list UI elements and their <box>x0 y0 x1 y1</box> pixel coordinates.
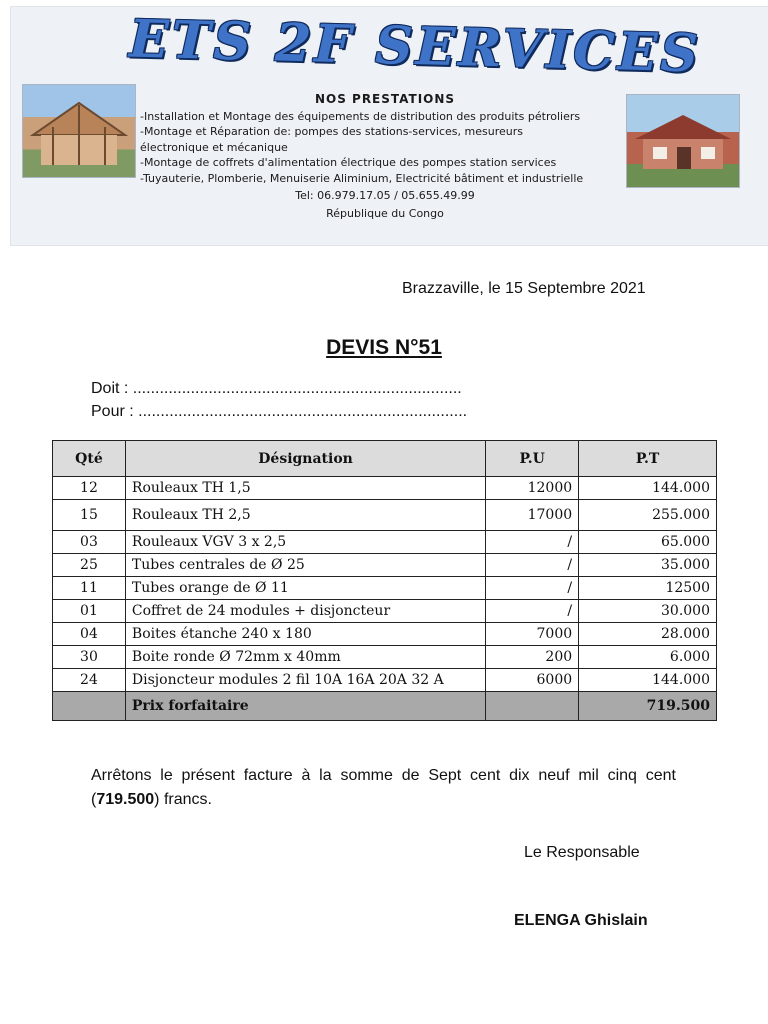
signature-label: Le Responsable <box>524 844 640 861</box>
cell-qty: 24 <box>53 669 126 692</box>
phone-numbers: Tel: 06.979.17.05 / 05.655.49.99 <box>295 189 475 202</box>
country: République du Congo <box>326 206 444 220</box>
service-line: -Montage et Réparation de: pompes des stations-services, mesureurs <box>140 125 523 138</box>
table-row <box>53 600 717 623</box>
cell-qty: 01 <box>53 600 126 623</box>
closing-statement <box>91 764 676 812</box>
services-heading: NOS PRESTATIONS <box>314 92 456 106</box>
cell-unit-price: / <box>486 531 579 554</box>
service-line: électronique et mécanique <box>140 140 288 154</box>
house-construction-icon <box>23 85 135 177</box>
table-row <box>53 477 717 500</box>
cell-qty: 12 <box>53 477 126 500</box>
total-empty-cell <box>53 692 126 721</box>
header-designation: Désignation <box>125 441 485 477</box>
cell-unit-price: 12000 <box>486 477 579 500</box>
house-icon <box>627 95 739 187</box>
service-line: -Montage de coffrets d'alimentation électrique des pompes station services <box>140 156 557 169</box>
cell-designation: Rouleaux TH 2,5 <box>125 500 485 531</box>
cell-qty: 03 <box>53 531 126 554</box>
total-row <box>53 692 717 721</box>
cell-qty: 04 <box>53 623 126 646</box>
cell-unit-price: 7000 <box>486 623 579 646</box>
letterhead <box>10 6 768 246</box>
cell-designation: Rouleaux VGV 3 x 2,5 <box>125 531 485 554</box>
header-qty: Qté <box>53 441 126 477</box>
total-label: Prix forfaitaire <box>125 692 485 721</box>
cell-qty: 30 <box>53 646 126 669</box>
doit-line: Doit : .......................................................................... <box>91 380 462 397</box>
cell-qty: 11 <box>53 577 126 600</box>
table-row <box>53 577 717 600</box>
cell-total-price: 30.000 <box>579 600 717 623</box>
closing-text-after: ) francs. <box>154 791 212 808</box>
cell-designation: Tubes orange de Ø 11 <box>125 577 485 600</box>
signature-name: ELENGA Ghislain <box>514 912 648 929</box>
cell-unit-price: / <box>486 600 579 623</box>
closing-amount: 719.500 <box>96 791 155 808</box>
cell-total-price: 65.000 <box>579 531 717 554</box>
table-header-row <box>53 441 717 477</box>
building-photo-right <box>626 94 740 188</box>
cell-designation: Tubes centrales de Ø 25 <box>125 554 485 577</box>
cell-total-price: 35.000 <box>579 554 717 577</box>
table-row <box>53 646 717 669</box>
header-unit-price: P.U <box>486 441 579 477</box>
building-photo-left <box>22 84 136 178</box>
quote-table <box>52 440 717 721</box>
document-title: DEVIS N°51 <box>326 336 442 359</box>
cell-unit-price: 17000 <box>486 500 579 531</box>
cell-unit-price: 6000 <box>486 669 579 692</box>
table-row <box>53 554 717 577</box>
closing-text-before: Arrêtons le présent facture à la somme de Sept cent dix neuf mil cinq cent ( <box>91 767 676 808</box>
cell-total-price: 28.000 <box>579 623 717 646</box>
cell-unit-price: / <box>486 554 579 577</box>
cell-total-price: 12500 <box>579 577 717 600</box>
table-row <box>53 623 717 646</box>
cell-designation: Disjoncteur modules 2 fil 10A 16A 20A 32 A <box>125 669 485 692</box>
total-empty-cell <box>486 692 579 721</box>
table-row <box>53 669 717 692</box>
pour-line: Pour : .......................................................................... <box>91 403 468 420</box>
cell-total-price: 144.000 <box>579 669 717 692</box>
cell-designation: Rouleaux TH 1,5 <box>125 477 485 500</box>
cell-total-price: 144.000 <box>579 477 717 500</box>
table-row <box>53 531 717 554</box>
cell-qty: 15 <box>53 500 126 531</box>
services-list <box>140 92 630 221</box>
company-logo-text: ETS 2F SERVICES <box>128 8 702 85</box>
date-line: Brazzaville, le 15 Septembre 2021 <box>402 280 646 297</box>
table-row <box>53 500 717 531</box>
cell-designation: Boite ronde Ø 72mm x 40mm <box>125 646 485 669</box>
header-total-price: P.T <box>579 441 717 477</box>
service-line: -Tuyauterie, Plomberie, Menuiserie Aliminium, Electricité bâtiment et industrielle <box>140 171 584 185</box>
total-value: 719.500 <box>579 692 717 721</box>
cell-unit-price: 200 <box>486 646 579 669</box>
cell-total-price: 6.000 <box>579 646 717 669</box>
cell-designation: Boites étanche 240 x 180 <box>125 623 485 646</box>
cell-unit-price: / <box>486 577 579 600</box>
service-line: -Installation et Montage des équipements de distribution des produits pétroliers <box>140 109 581 123</box>
cell-qty: 25 <box>53 554 126 577</box>
cell-designation: Coffret de 24 modules + disjoncteur <box>125 600 485 623</box>
cell-total-price: 255.000 <box>579 500 717 531</box>
